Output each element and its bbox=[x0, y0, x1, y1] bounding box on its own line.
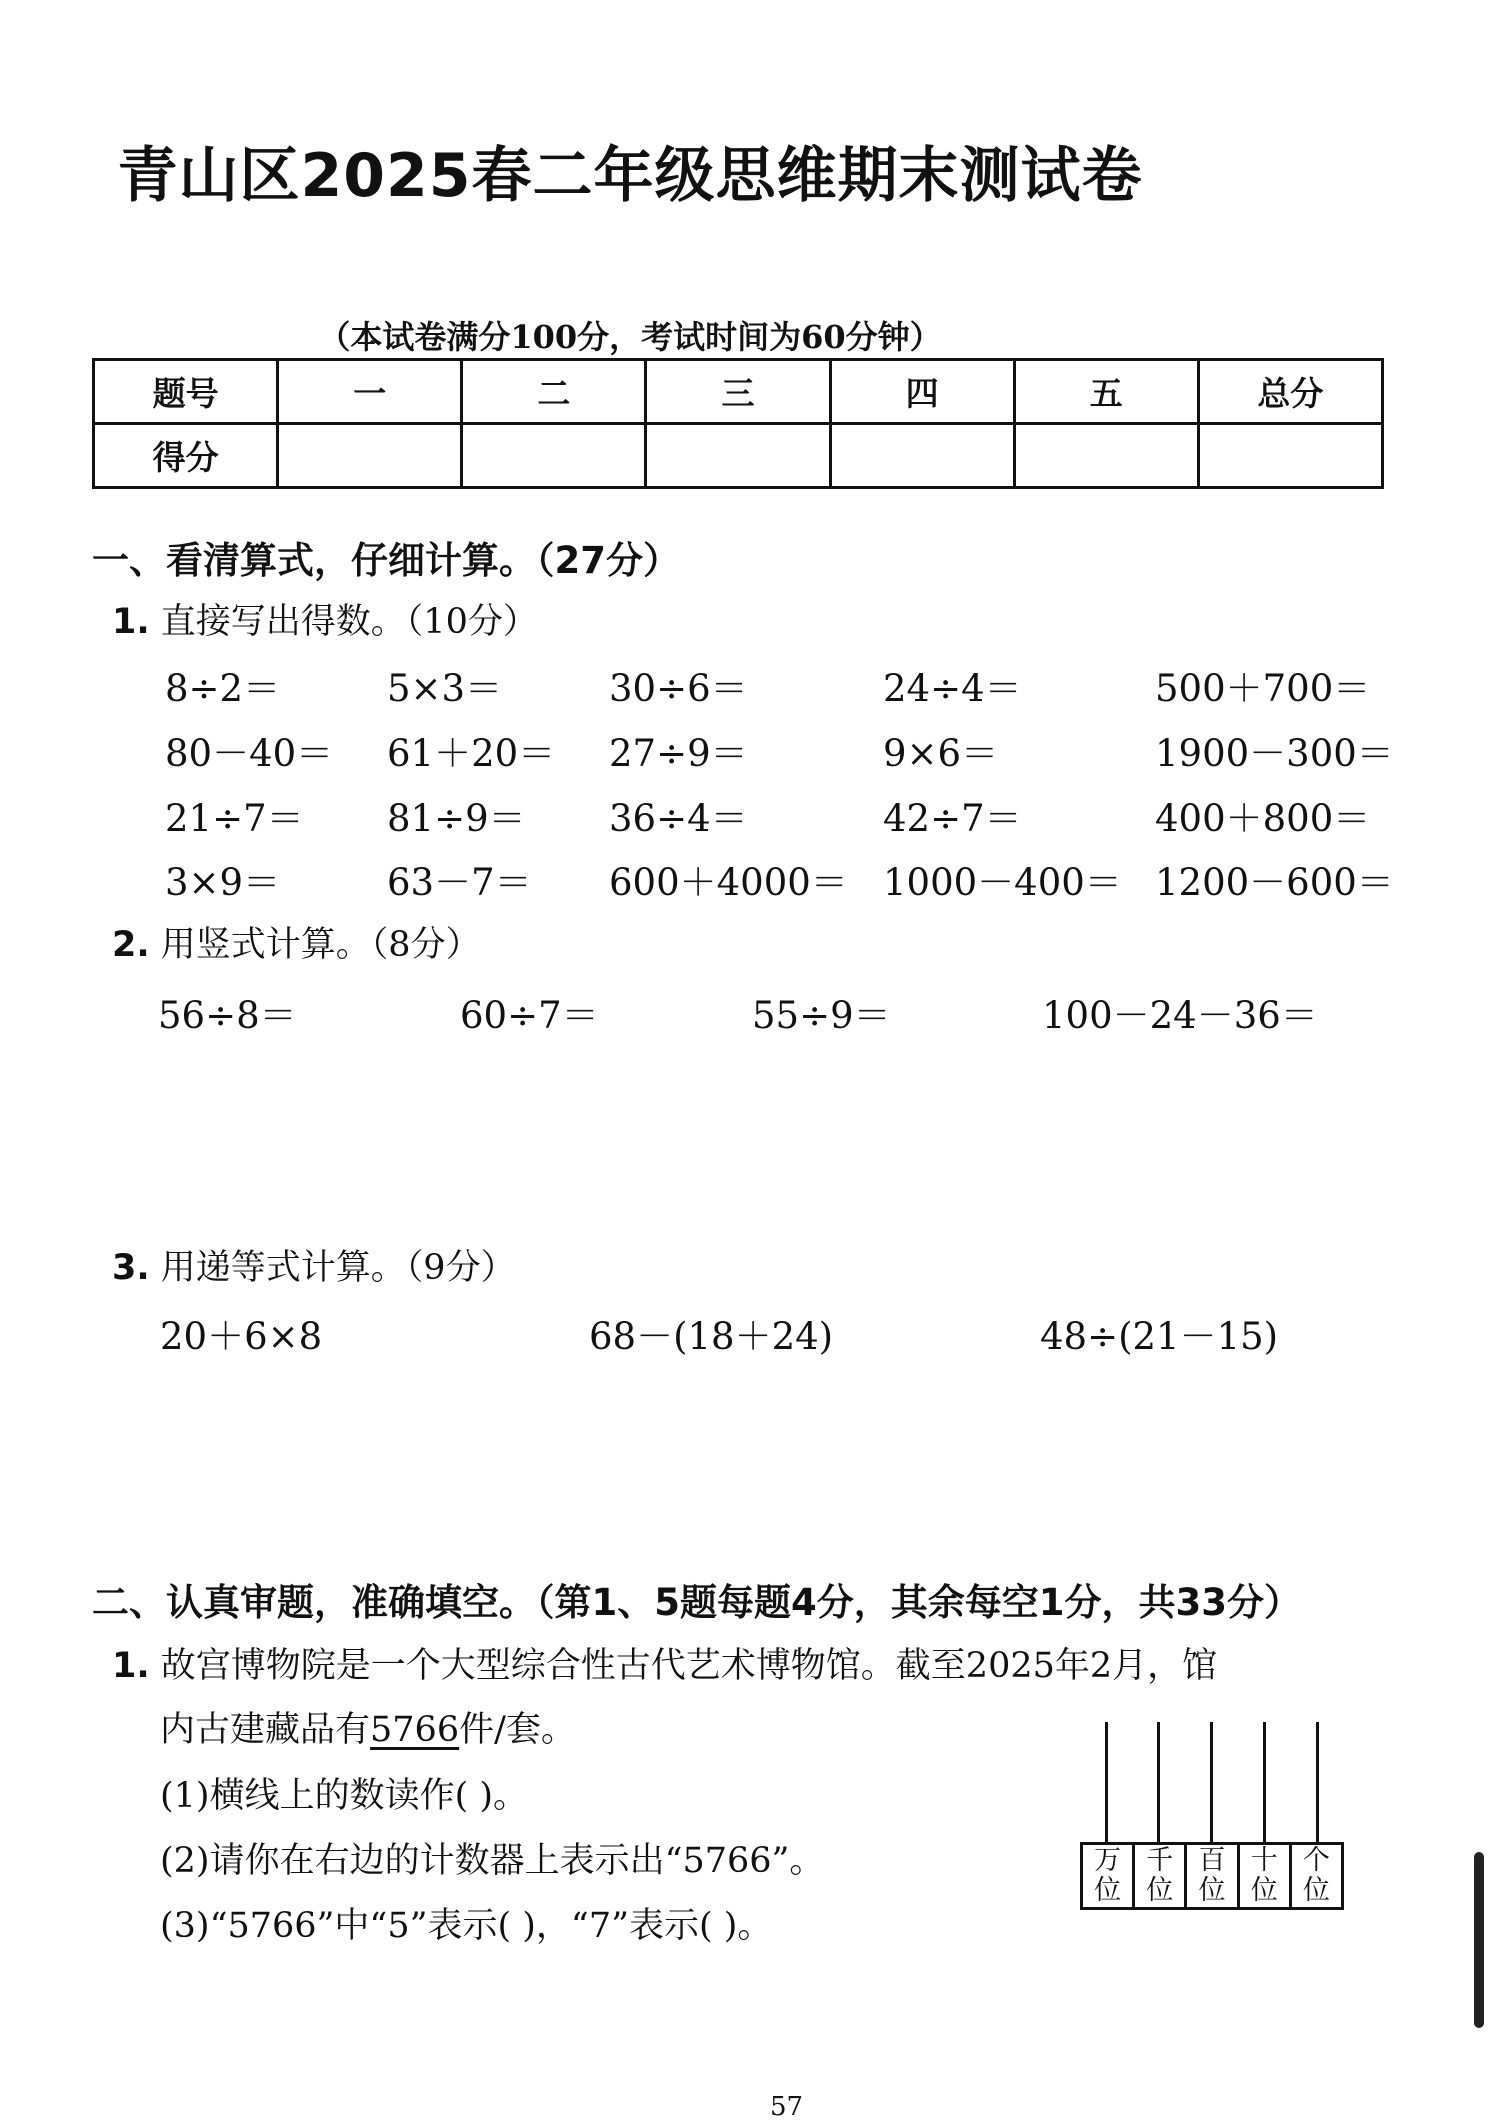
question-number: 1. bbox=[112, 602, 150, 642]
place-label: 千 位 bbox=[1135, 1845, 1187, 1907]
place-label: 万 位 bbox=[1083, 1845, 1135, 1907]
question-text: 用递等式计算。（9分） bbox=[160, 1248, 516, 1288]
question-number: 2. bbox=[112, 925, 150, 965]
score-table bbox=[92, 358, 1384, 489]
abacus-rod[interactable] bbox=[1105, 1722, 1108, 1842]
section2-heading: 二、认真审题，准确填空。（第1、5题每题4分，其余每空1分，共33分） bbox=[92, 1581, 1301, 1624]
oral-calc: 1000－400＝ bbox=[883, 861, 1122, 904]
score-header-cell: 题号 bbox=[94, 360, 278, 424]
vertical-scrollbar[interactable] bbox=[1474, 1852, 1484, 2028]
oral-calc: 3×9＝ bbox=[165, 861, 281, 904]
sub-question-3: (3)“5766”中“5”表示( )，“7”表示( )。 bbox=[160, 1906, 773, 1946]
oral-calc: 5×3＝ bbox=[387, 667, 503, 710]
section1-heading: 一、看清算式，仔细计算。（27分） bbox=[92, 539, 680, 582]
question-1-2 bbox=[112, 917, 481, 967]
abacus-rod[interactable] bbox=[1316, 1722, 1319, 1842]
sub-question-2: (2)请你在右边的计数器上表示出“5766”。 bbox=[160, 1841, 825, 1881]
place-label: 个 位 bbox=[1302, 1845, 1330, 1906]
page-title: 青山区2025春二年级思维期末测试卷 bbox=[117, 141, 1143, 211]
stepwise-calc: 48÷(21－15) bbox=[1040, 1315, 1279, 1358]
score-header-cell: 四 bbox=[830, 360, 1014, 424]
place-label: 十 位 bbox=[1240, 1845, 1292, 1907]
question-1-3 bbox=[112, 1240, 516, 1290]
place-label: 百 位 bbox=[1187, 1845, 1239, 1907]
oral-calc: 500＋700＝ bbox=[1155, 667, 1371, 710]
oral-calc: 63－7＝ bbox=[387, 861, 532, 904]
vertical-calc: 100－24－36＝ bbox=[1042, 994, 1318, 1037]
oral-calc: 42÷7＝ bbox=[883, 797, 1022, 840]
question-number: 3. bbox=[112, 1248, 150, 1288]
oral-calc: 30÷6＝ bbox=[609, 667, 748, 710]
oral-calc: 27÷9＝ bbox=[609, 732, 748, 775]
question-2-1 bbox=[112, 1638, 1217, 1688]
vertical-calc: 60÷7＝ bbox=[460, 994, 599, 1037]
stepwise-calc: 68－(18＋24) bbox=[589, 1315, 834, 1358]
abacus-rod[interactable] bbox=[1157, 1722, 1160, 1842]
counting-frame[interactable] bbox=[1080, 1722, 1344, 1912]
score-cell[interactable] bbox=[646, 424, 830, 488]
oral-calc: 400＋800＝ bbox=[1155, 797, 1371, 840]
score-header-cell: 总分 bbox=[1198, 360, 1382, 424]
stepwise-calc: 20＋6×8 bbox=[160, 1315, 323, 1358]
score-header-cell: 三 bbox=[646, 360, 830, 424]
oral-calc: 80－40＝ bbox=[165, 732, 334, 775]
underlined-number: 5766 bbox=[370, 1710, 460, 1750]
oral-calc: 21÷7＝ bbox=[165, 797, 304, 840]
oral-calc: 9×6＝ bbox=[883, 732, 999, 775]
score-header-cell: 二 bbox=[462, 360, 646, 424]
score-header-cell: 一 bbox=[278, 360, 462, 424]
score-table-score-row bbox=[94, 424, 1383, 488]
question-text: 用竖式计算。（8分） bbox=[160, 925, 481, 965]
oral-calc: 36÷4＝ bbox=[609, 797, 748, 840]
oral-calc: 24÷4＝ bbox=[883, 667, 1022, 710]
question-2-1-line2 bbox=[160, 1702, 576, 1752]
oral-calc: 8÷2＝ bbox=[165, 667, 281, 710]
question-text: 故宫博物院是一个大型综合性古代艺术博物馆。截至2025年2月，馆 bbox=[160, 1646, 1218, 1686]
question-text: 内古建藏品有 bbox=[160, 1710, 371, 1750]
score-row-label: 得分 bbox=[94, 424, 278, 488]
oral-calc: 600＋4000＝ bbox=[609, 861, 848, 904]
question-1-1 bbox=[112, 594, 538, 644]
oral-calc: 1200－600＝ bbox=[1155, 861, 1394, 904]
score-cell[interactable] bbox=[1198, 424, 1382, 488]
score-header-cell: 五 bbox=[1014, 360, 1198, 424]
score-cell[interactable] bbox=[1014, 424, 1198, 488]
sub-question-1: (1)横线上的数读作( )。 bbox=[160, 1776, 529, 1816]
vertical-calc: 56÷8＝ bbox=[158, 994, 297, 1037]
exam-note: （本试卷满分100分，考试时间为60分钟） bbox=[318, 318, 942, 356]
oral-calc: 81÷9＝ bbox=[387, 797, 526, 840]
abacus-rod[interactable] bbox=[1263, 1722, 1266, 1842]
score-cell[interactable] bbox=[278, 424, 462, 488]
abacus-rod[interactable] bbox=[1210, 1722, 1213, 1842]
oral-calc: 1900－300＝ bbox=[1155, 732, 1394, 775]
oral-calc: 61＋20＝ bbox=[387, 732, 556, 775]
page-number: 57 bbox=[770, 2092, 804, 2122]
score-table-header-row bbox=[94, 360, 1383, 424]
score-cell[interactable] bbox=[830, 424, 1014, 488]
score-cell[interactable] bbox=[462, 424, 646, 488]
abacus-base bbox=[1080, 1842, 1344, 1910]
question-text: 件/套。 bbox=[459, 1710, 576, 1750]
vertical-calc: 55÷9＝ bbox=[752, 994, 891, 1037]
question-text: 直接写出得数。（10分） bbox=[160, 602, 538, 642]
question-number: 1. bbox=[112, 1646, 150, 1686]
